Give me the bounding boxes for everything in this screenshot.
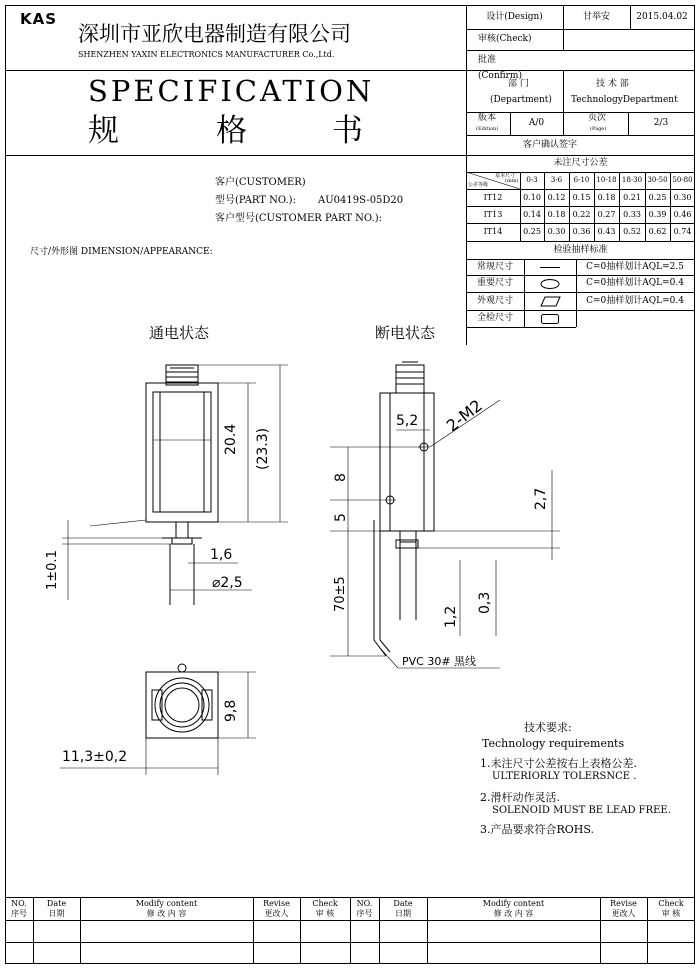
tolerance-corner-bottom: 公差等级: [468, 182, 489, 188]
tolerance-value: 0.39: [648, 209, 667, 219]
tolerance-grade: IT12: [483, 192, 503, 202]
tolerance-col-header: 18-30: [621, 176, 643, 184]
tolerance-corner-unit: (mm): [505, 178, 519, 184]
sampling-rule: C=0抽样划计AQL=0.4: [586, 295, 684, 306]
wire-label: PVC 30# 黑线: [402, 655, 477, 668]
tolerance-value: 0.18: [547, 209, 566, 219]
revision-header-en: Date: [46, 898, 67, 908]
revision-header-cn: 日期: [395, 908, 411, 918]
tolerance-value: 0.15: [572, 192, 591, 202]
company-name-cn: 深圳市亚欣电器制造有限公司: [78, 22, 351, 46]
dim-5-2: 5,2: [396, 413, 419, 429]
tech-req-title-cn: 技术要求:: [524, 721, 572, 734]
tolerance-value: 0.10: [523, 192, 541, 202]
tech-dept-cn: 技 术 部: [596, 79, 629, 89]
tolerance-value: 0.62: [648, 227, 667, 236]
design-label: 设计(Design): [486, 12, 543, 22]
spec-title: SPECIFICATION: [88, 74, 375, 108]
dim-1-tolerance: 1±0.1: [45, 550, 60, 590]
solenoid-energized-view: [62, 365, 288, 605]
customer-part-label: 客户型号(CUSTOMER PART NO.):: [215, 213, 382, 224]
tolerance-value: 0.52: [623, 227, 641, 236]
dim-1-6: 1,6: [210, 547, 233, 563]
revision-header-cn: 日期: [48, 908, 65, 918]
revision-header-cn: 修 改 内 容: [146, 908, 187, 918]
tech-req-title-en: Technology requirements: [482, 737, 625, 750]
state-energized-label: 通电状态: [149, 324, 210, 342]
revision-header-cn: 序号: [11, 908, 27, 918]
dim-11-3: 11,3±0,2: [62, 749, 128, 765]
tolerance-value: 0.33: [623, 209, 641, 219]
sampling-rule: C=0抽样划计AQL=0.4: [586, 278, 684, 288]
part-number: AU0419S-05D20: [318, 195, 404, 206]
tolerance-value: 0.30: [547, 227, 566, 236]
tolerance-value: 0.25: [523, 227, 541, 236]
page-label-cn: 页次: [588, 113, 607, 123]
revision-header-en: NO.: [11, 898, 27, 908]
dim-0-3: 0,3: [477, 591, 493, 614]
design-date: 2015.04.02: [636, 12, 688, 22]
page-value: 2/3: [653, 118, 669, 128]
revision-header-en: Date: [393, 898, 413, 908]
tolerance-value: 0.18: [597, 192, 616, 202]
dim-1-2: 1,2: [443, 605, 459, 628]
dim-20-4: 20.4: [223, 423, 239, 455]
page-label-en: (Page): [590, 126, 607, 132]
tech-dept-en: TechnologyDepartment: [571, 95, 678, 105]
revision-header-cn: 审 核: [661, 908, 681, 918]
tolerance-col-header: 3-6: [550, 176, 563, 184]
tolerance-col-header: 0-3: [526, 176, 538, 184]
tolerance-grade: IT14: [483, 227, 503, 236]
confirm-label: (Confirm): [478, 71, 522, 81]
tolerance-value: 0.25: [648, 192, 667, 202]
part-label: 型号(PART NO.):: [215, 195, 296, 206]
tolerance-value: 0.30: [673, 192, 692, 202]
dim-2-7: 2,7: [533, 487, 549, 510]
tolerance-value: 0.74: [673, 227, 692, 236]
sampling-title: 检验抽样标准: [553, 244, 608, 255]
designer-name: 甘举安: [582, 12, 610, 22]
revision-header-cn: 修 改 内 容: [493, 908, 534, 918]
tolerance-value: 0.36: [572, 227, 591, 236]
tolerance-title: 未注尺寸公差: [553, 158, 608, 168]
dim-23-3: (23.3): [255, 427, 271, 470]
tolerance-col-header: 10-18: [596, 176, 617, 184]
dim-5: 5: [333, 513, 349, 522]
tolerance-col-header: 30-50: [647, 176, 668, 184]
sampling-rule: C=0抽样划计AQL=2.5: [586, 261, 684, 272]
sampling-label: 常规尺寸: [476, 261, 513, 272]
edition-value: A/0: [528, 118, 545, 128]
tolerance-value: 0.27: [597, 209, 616, 219]
tech-req-2-en: SOLENOID MUST BE LEAD FREE.: [492, 805, 671, 816]
sampling-label: 重要尺寸: [476, 278, 513, 288]
spec-char-3: 书: [332, 113, 363, 149]
tech-req-1-en: ULTERIORLY TOLERSNCE .: [492, 771, 637, 782]
sampling-label: 外观尺寸: [476, 295, 513, 306]
revision-header-en: NO.: [356, 898, 373, 908]
check-label: 审核(Check): [478, 34, 532, 44]
revision-header-en: Revise: [263, 898, 290, 908]
tolerance-grade: IT13: [483, 209, 503, 219]
company-logo: KAS: [20, 10, 58, 28]
tech-req-2-cn: 2.滑杆动作灵活.: [480, 791, 560, 804]
spec-char-2: 格: [216, 113, 247, 149]
tolerance-value: 0.21: [623, 192, 641, 202]
tolerance-value: 0.43: [597, 227, 616, 236]
dim-phi-2-5: ⌀2,5: [212, 575, 243, 591]
revision-header-en: Modify content: [135, 898, 198, 908]
revision-header-en: Check: [312, 898, 338, 908]
tolerance-value: 0.22: [572, 209, 591, 219]
revision-header-cn: 审 核: [315, 908, 335, 918]
dim-9-8: 9,8: [223, 699, 239, 722]
company-name-en: SHENZHEN YAXIN ELECTRONICS MANUFACTURER Co.,Ltd.: [78, 50, 335, 59]
dim-70-tolerance: 70±5: [333, 576, 348, 612]
tolerance-value: 0.12: [547, 192, 566, 202]
customer-sign-label: 客户确认签字: [522, 139, 577, 150]
customer-label: 客户(CUSTOMER): [215, 177, 306, 188]
tech-req-1-cn: 1.未注尺寸公差按右上表格公差.: [480, 757, 637, 770]
revision-header-en: Revise: [610, 898, 637, 908]
revision-header-en: Modify content: [482, 898, 545, 908]
edition-label-cn: 版本: [478, 113, 497, 123]
edition-label-en: (Edition): [476, 126, 499, 132]
dim-2-m2: 2-M2: [442, 395, 486, 436]
revision-header-cn: 更改人: [264, 908, 289, 918]
approve-label: 批准: [478, 54, 497, 65]
revision-header-cn: 更改人: [611, 908, 636, 918]
revision-header-en: Check: [658, 898, 684, 908]
tolerance-corner-top: 基本尺寸: [495, 173, 516, 179]
sampling-label: 全检尺寸: [476, 313, 513, 323]
dept-label-cn: 部 门: [508, 79, 529, 89]
revision-header-cn: 序号: [356, 908, 373, 918]
tolerance-col-header: 6-10: [573, 176, 590, 184]
tolerance-value: 0.46: [673, 209, 692, 219]
tech-req-3-cn: 3.产品要求符合ROHS.: [480, 823, 595, 836]
tolerance-value: 0.14: [523, 209, 541, 219]
tolerance-col-header: 50-80: [672, 176, 693, 184]
dept-label-en: (Department): [490, 95, 552, 105]
dim-8: 8: [333, 473, 349, 482]
spec-char-1: 规: [88, 113, 119, 149]
state-deenergized-label: 断电状态: [375, 324, 436, 342]
dimension-label: 尺寸/外形图 DIMENSION/APPEARANCE:: [30, 247, 213, 257]
